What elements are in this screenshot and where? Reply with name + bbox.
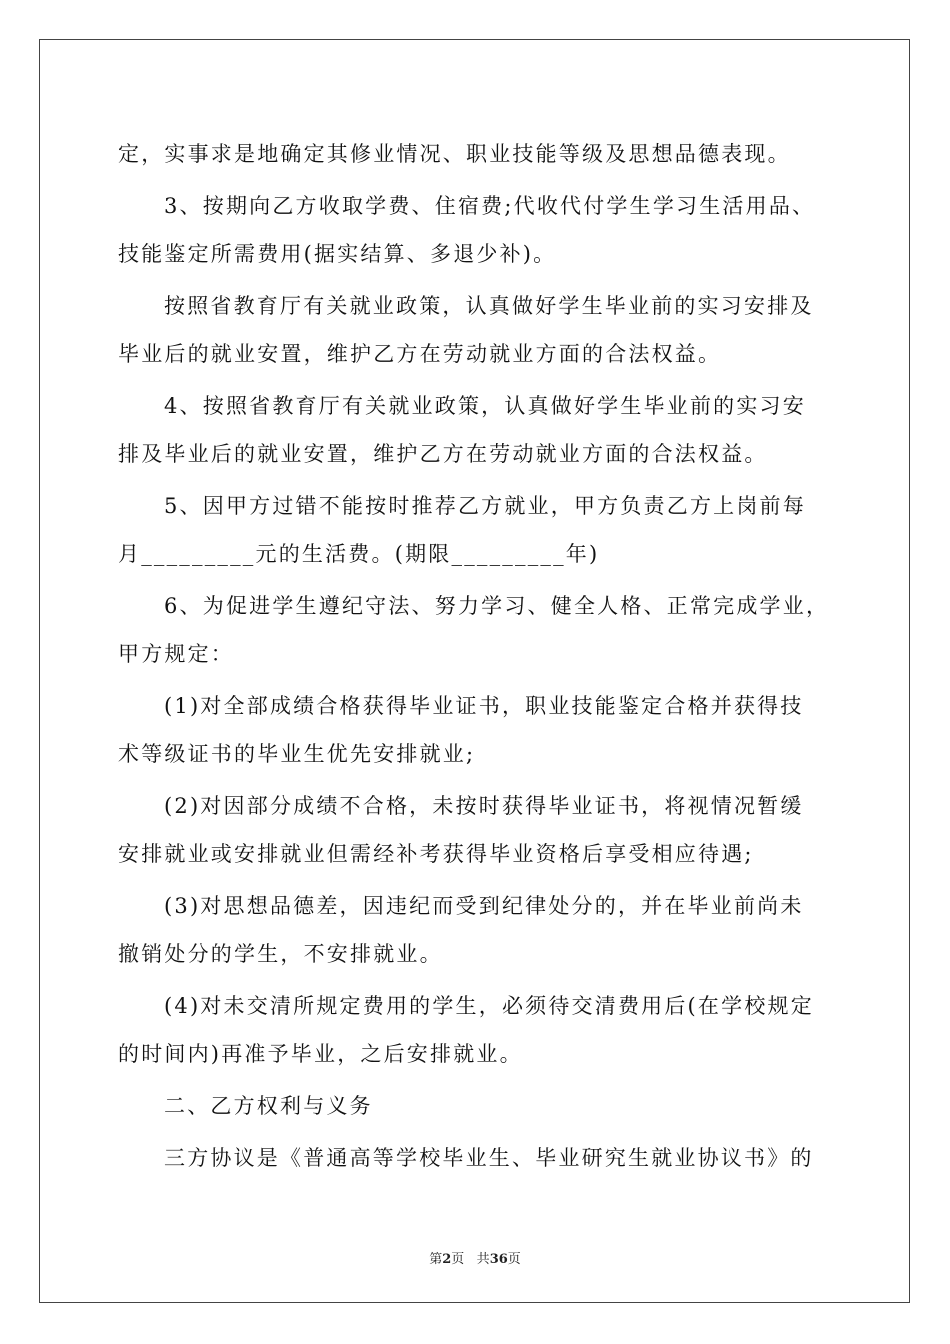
text-line: 按照省教育厅有关就业政策，认真做好学生毕业前的实习安排及 [164, 294, 814, 318]
text-line: 安排就业或安排就业但需经补考获得毕业资格后享受相应待遇; [118, 842, 754, 866]
text-line: 技能鉴定所需费用(据实结算、多退少补)。 [118, 242, 557, 266]
text-line: 的时间内)再准予毕业，之后安排就业。 [118, 1042, 523, 1066]
text-line: 4、按照省教育厅有关就业政策，认真做好学生毕业前的实习安 [164, 394, 806, 418]
page-number: 2 [442, 1252, 452, 1267]
text-line: 排及毕业后的就业安置，维护乙方在劳动就业方面的合法权益。 [118, 442, 768, 466]
text-line: 三方协议是《普通高等学校毕业生、毕业研究生就业协议书》的 [164, 1146, 814, 1170]
page-footer [0, 1248, 950, 1267]
footer-separator [464, 1252, 476, 1267]
total-pages: 36 [489, 1252, 508, 1267]
text-line: 术等级证书的毕业生优先安排就业; [118, 742, 476, 766]
text-line: 6、为促进学生遵纪守法、努力学习、健全人格、正常完成学业， [164, 594, 830, 618]
total-prefix: 共 [476, 1252, 490, 1267]
text-line: (3)对思想品德差，因违纪而受到纪律处分的，并在毕业前尚未 [164, 894, 804, 918]
text-line: 定，实事求是地确定其修业情况、职业技能等级及思想品德表现。 [118, 142, 791, 166]
text-line: (4)对未交清所规定费用的学生，必须待交清费用后(在学校规定 [164, 994, 814, 1018]
text-line: (2)对因部分成绩不合格，未按时获得毕业证书，将视情况暂缓 [164, 794, 804, 818]
text-line: (1)对全部成绩合格获得毕业证书，职业技能鉴定合格并获得技 [164, 694, 804, 718]
text-line: 甲方规定： [118, 642, 234, 666]
text-line: 5、因甲方过错不能按时推荐乙方就业，甲方负责乙方上岗前每 [164, 494, 806, 518]
text-line: 月_________元的生活费。(期限_________年) [118, 542, 600, 566]
document-body [118, 130, 838, 1182]
page-prefix: 第 [429, 1252, 443, 1267]
total-unit: 页 [507, 1252, 521, 1267]
text-line: 毕业后的就业安置，维护乙方在劳动就业方面的合法权益。 [118, 342, 722, 366]
text-line: 撤销处分的学生，不安排就业。 [118, 942, 443, 966]
text-line: 3、按期向乙方收取学费、住宿费;代收代付学生学习生活用品、 [164, 194, 816, 218]
text-line: 二、乙方权利与义务 [164, 1094, 373, 1118]
page-unit: 页 [451, 1252, 465, 1267]
